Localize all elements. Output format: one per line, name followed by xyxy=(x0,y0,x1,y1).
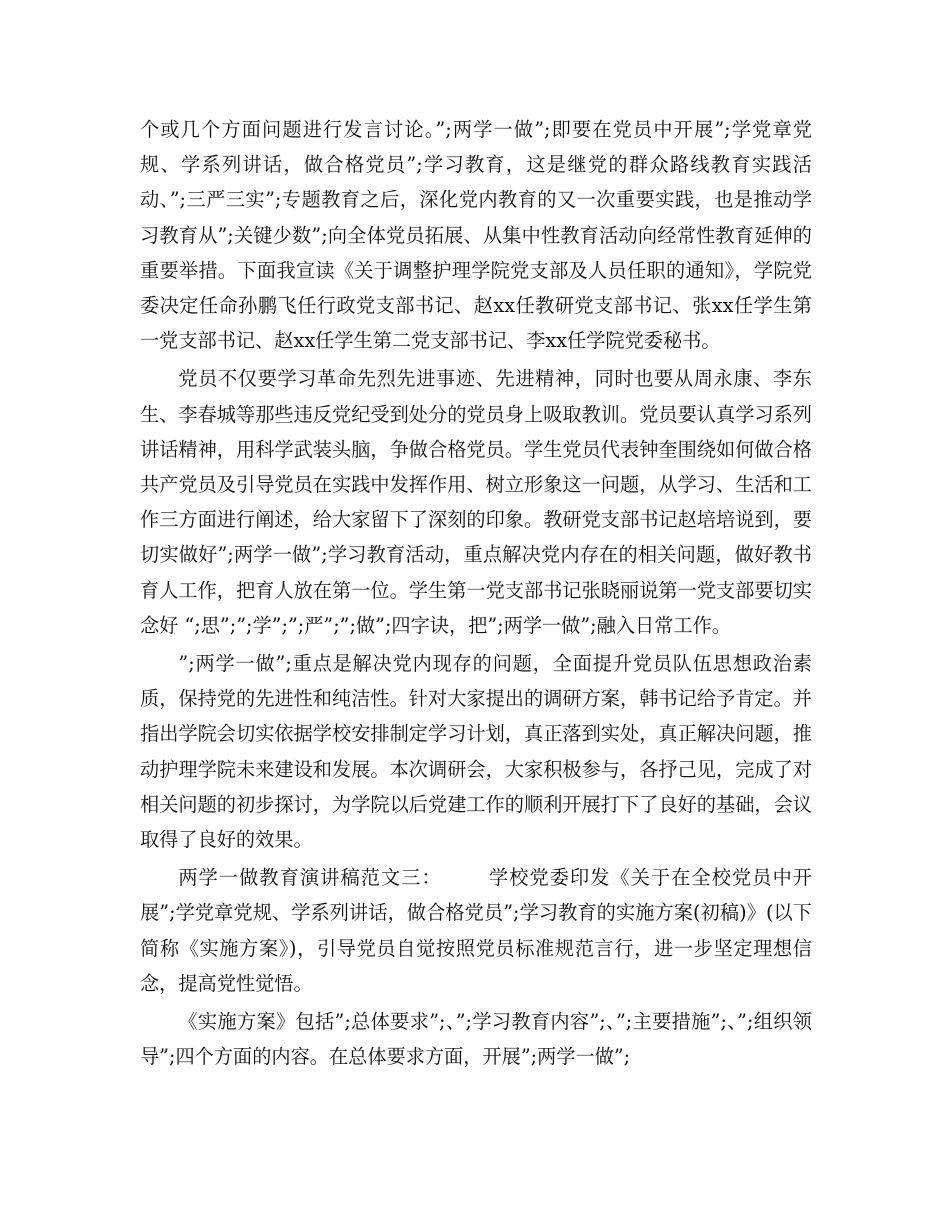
paragraph-4-text: 学校党委印发《关于在全校党员中开展”;学党章党规、学系列讲话，做合格党员”;学习教育的实施方案(初稿)》(以下简称《实施方案》)，引导党员自觉按照党员标准规范言行，进一步坚定理想信念，提高党性觉悟。 xyxy=(140,866,813,995)
section-label: 两学一做教育演讲稿范文三： xyxy=(178,866,442,890)
paragraph-3: ”;两学一做”;重点是解决党内现存的问题，全面提升党员队伍思想政治素质，保持党的先进性和纯洁性。针对大家提出的调研方案，韩书记给予肯定。并指出学院会切实依据学校安排制定学习计划，真正落到实处，真正解决问题，推动护理学院未来建设和发展。本次调研会，大家积极参与，各抒己见，完成了对相关问题的初步探讨，为学院以后党建工作的顺利开展打下了良好的基础，会议取得了良好的效果。 xyxy=(140,652,812,852)
paragraph-2: 党员不仅要学习革命先烈先进事迹、先进精神，同时也要从周永康、李东生、李春城等那些违反党纪受到处分的党员身上吸取教训。党员要认真学习系列讲话精神，用科学武装头脑，争做合格党员。学生党员代表钟奎围绕如何做合格共产党员及引导党员在实践中发挥作用、树立形象这一问题，从学习、生活和工作三方面进行阐述，给大家留下了深刻的印象。教研党支部书记赵培培说到，要切实做好”;两学一做”;学习教育活动，重点解决党内存在的相关问题，做好教书育人工作，把育人放在第一位。学生第一党支部书记张晓丽说第一党支部要切实念好 “;思”;”;学”;”;严”;”;做”;四字诀，把”;两学一做”;融入日常工作。 xyxy=(140,367,812,637)
paragraph-4 xyxy=(140,860,812,1001)
document-page xyxy=(140,112,812,1074)
paragraph-5: 《实施方案》包括”;总体要求”;、”;学习教育内容”;、”;主要措施”;、”;组织领导”;四个方面的内容。在总体要求方面，开展”;两学一做”; xyxy=(140,1010,812,1069)
paragraph-1: 个或几个方面问题进行发言讨论。”;两学一做”;即要在党员中开展”;学党章党规、学系列讲话，做合格党员”;学习教育，这是继党的群众路线教育实践活动、”;三严三实”;专题教育之后，深化党内教育的又一次重要实践，也是推动学习教育从”;关键少数”;向全体党员拓展、从集中性教育活动向经常性教育延伸的重要举措。下面我宣读《关于调整护理学院党支部及人员任职的通知》，学院党委决定任命孙鹏飞任行政党支部书记、赵xx任教研党支部书记、张xx任学生第一党支部书记、赵xx任学生第二党支部书记、李xx任学院党委秘书。 xyxy=(140,118,812,353)
